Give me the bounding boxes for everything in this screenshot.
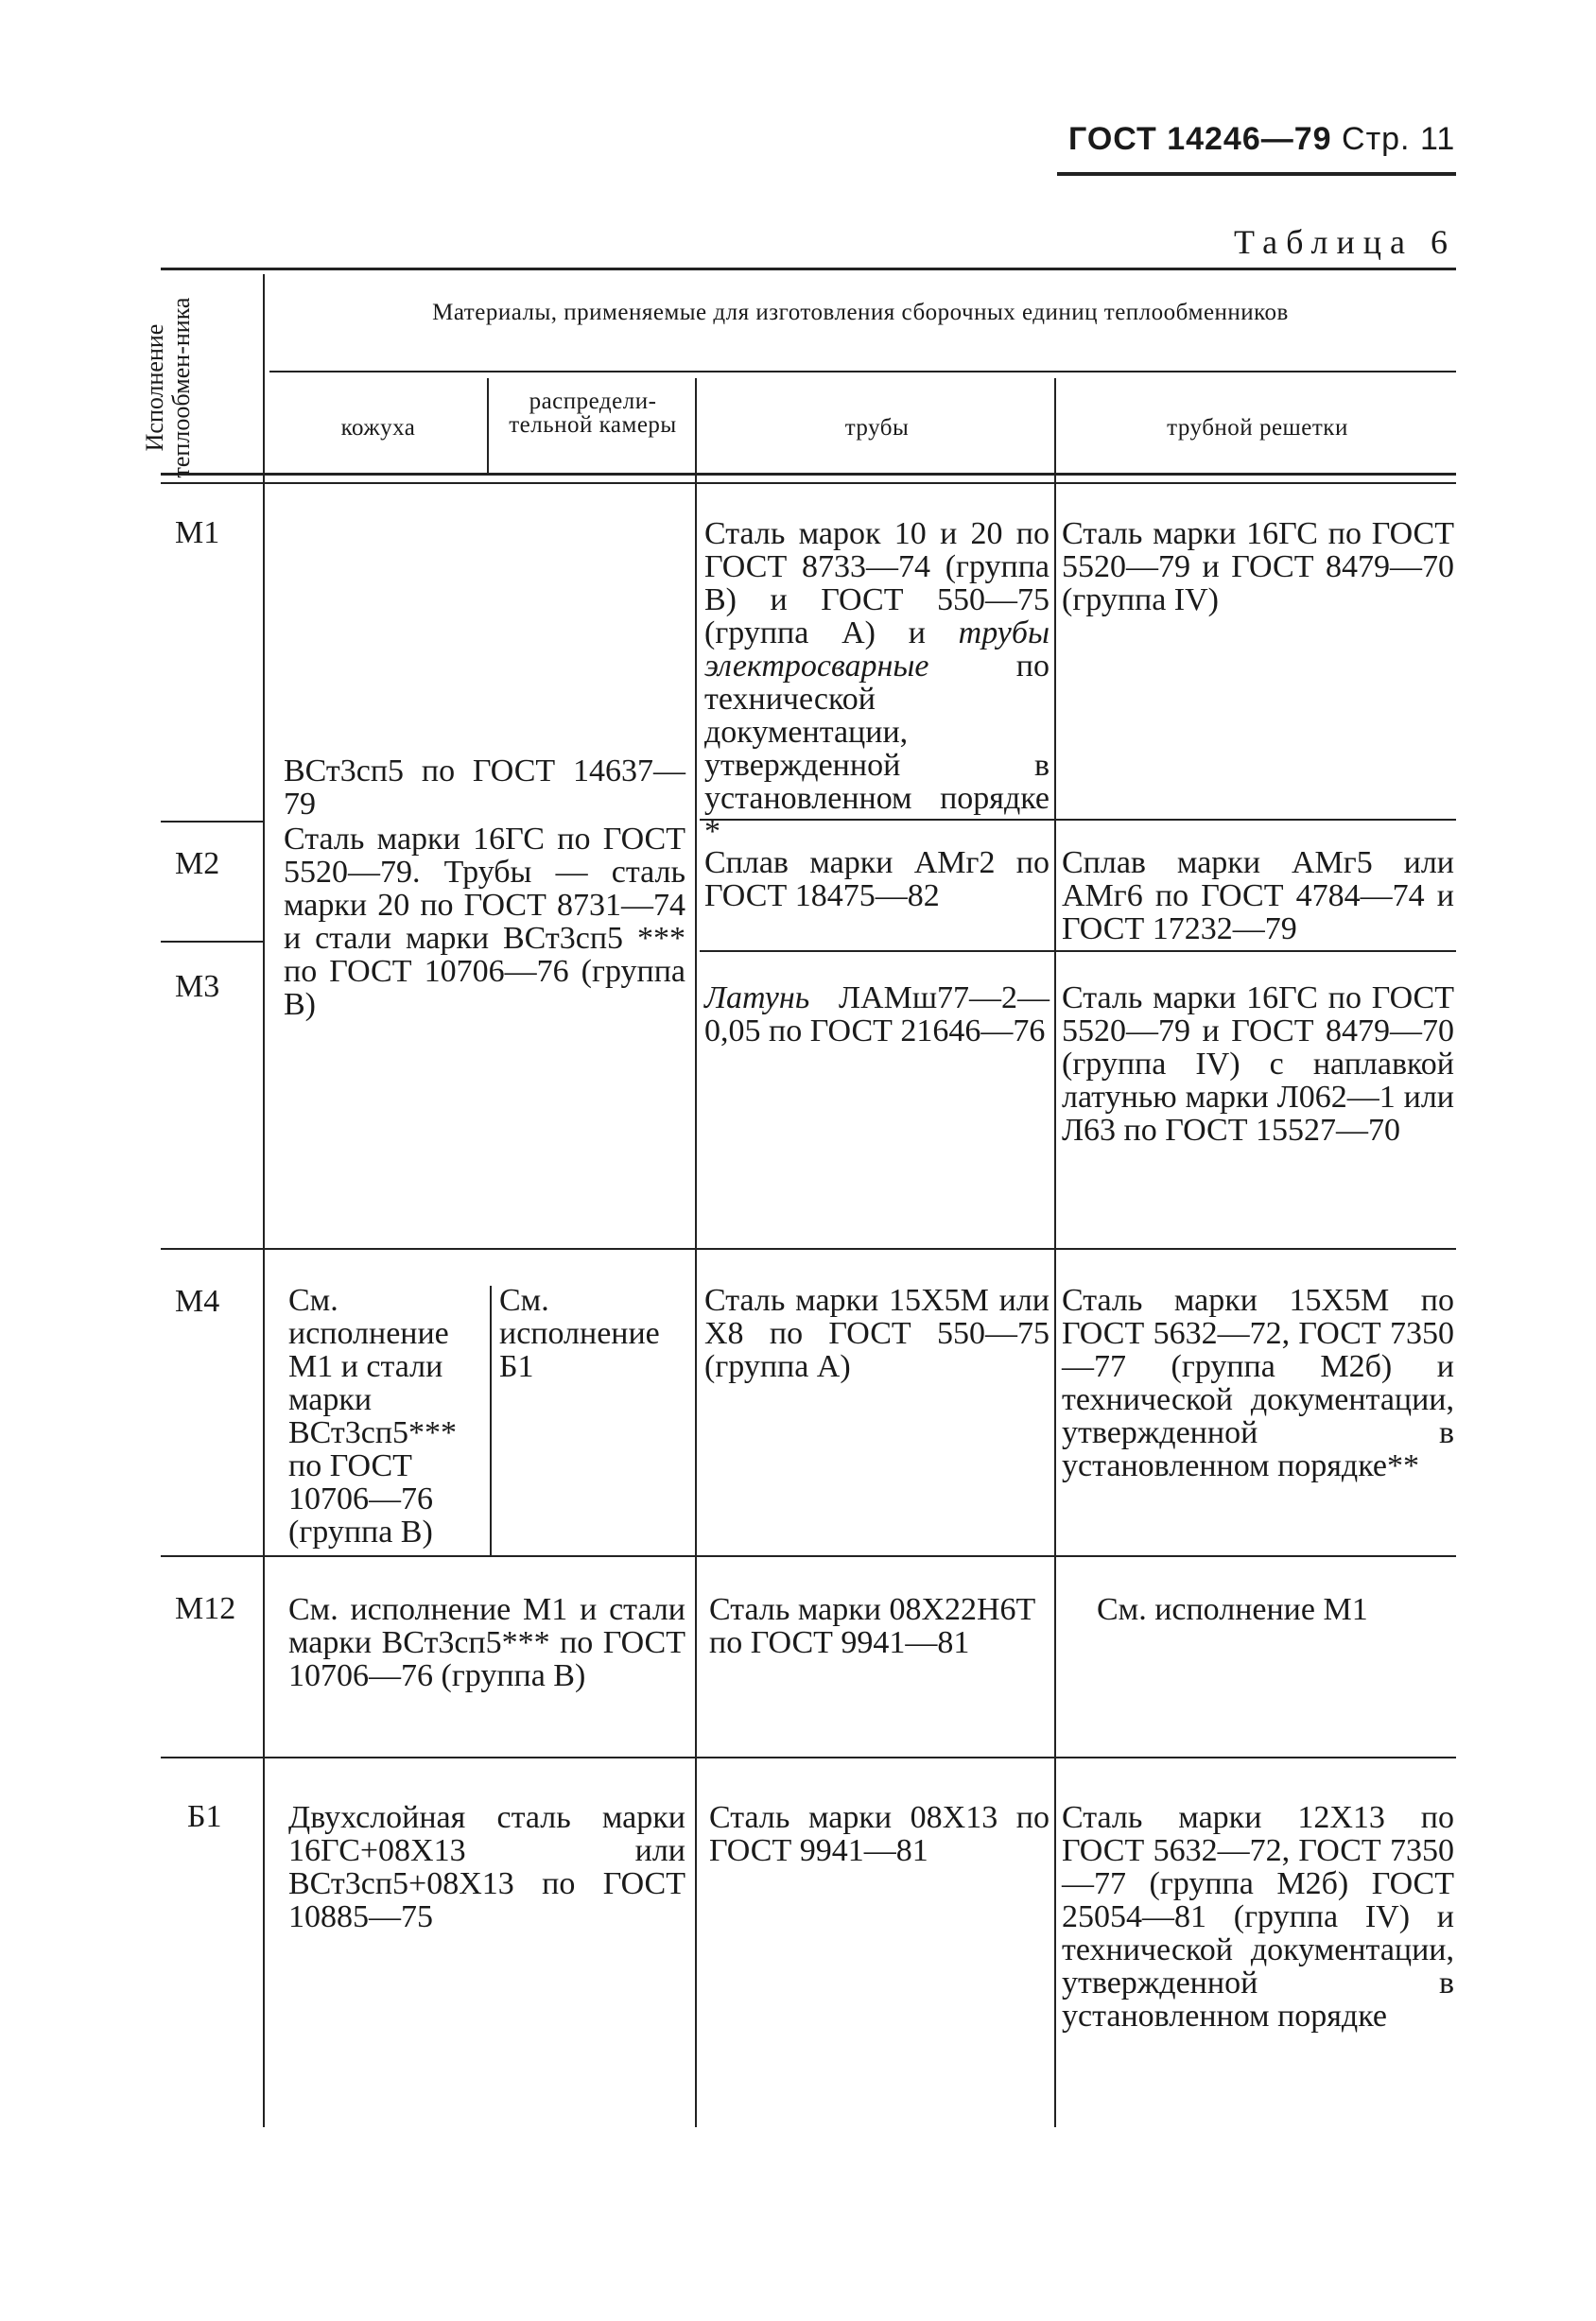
header-bottom-rule <box>161 473 1456 476</box>
m1-m3-shell-a: ВСт3сп5 по ГОСТ 14637—79 <box>284 753 685 822</box>
col-divider-1 <box>263 274 265 2127</box>
m4-shell: См. исполнение М1 и стали марки ВСт3сп5*** по ГОСТ 10706—76 (группа В) <box>288 1283 458 1550</box>
m1-tubes <box>704 517 1050 848</box>
table-caption: Таблица 6 <box>1234 223 1456 261</box>
row-sep-m2-code <box>161 941 265 943</box>
m4-tubes: Сталь марки 15Х5М или Х8 по ГОСТ 550—75 (группа А) <box>704 1283 1050 1384</box>
gost-number: ГОСТ 14246—79 <box>1068 121 1332 157</box>
row-sep-m1-code <box>161 821 265 823</box>
m3-tubes-part1: Латунь <box>704 980 810 1015</box>
col-divider-3 <box>695 378 697 2127</box>
col-divider-2-head <box>487 378 489 473</box>
col-divider-4 <box>1054 378 1056 2127</box>
m12-tubes: Сталь марки 08Х22Н6Т по ГОСТ 9941—81 <box>709 1592 1036 1660</box>
header-bottom-rule-2 <box>161 482 1456 484</box>
m1-tubes-part2: трубы электросварные <box>704 615 1050 684</box>
m12-tubesheet: См. исполнение М1 <box>1097 1592 1368 1627</box>
header-rule <box>1057 172 1456 176</box>
row-code-b1: Б1 <box>187 1799 222 1834</box>
m1-tubesheet: Сталь марки 16ГС по ГОСТ 5520—79 и ГОСТ 8479—70 (группа IV) <box>1062 516 1454 617</box>
m2-tubesheet: Сплав марки АМг5 или АМг6 по ГОСТ 4784—74 и ГОСТ 17232—79 <box>1062 845 1454 946</box>
row-code-m4: М4 <box>175 1284 220 1319</box>
row-code-m2: М2 <box>175 846 220 881</box>
b1-tubes: Сталь марки 08Х13 по ГОСТ 9941—81 <box>709 1800 1050 1868</box>
b1-tubesheet: Сталь марки 12Х13 по ГОСТ 5632—72, ГОСТ 7350—77 (группа М2б) ГОСТ 25054—81 (группа IV) и технической документации, утвержденной в установленном порядке <box>1062 1800 1454 2034</box>
table-top-rule <box>161 268 1456 270</box>
m3-tubes-part2: ЛАМш77—2—0,05 по ГОСТ 21646—76 <box>704 980 1050 1048</box>
row-code-m3: М3 <box>175 969 220 1004</box>
group-header-rule <box>269 371 1456 372</box>
page-header <box>1068 121 1455 158</box>
m1-m3-shell-b: Сталь марки 16ГС по ГОСТ 5520—79. Трубы — сталь марки 20 по ГОСТ 8731—74 и стали марки ВСт3сп5 *** по ГОСТ 10706—76 (группа В) <box>284 822 685 1022</box>
col-tubesheet-header: трубной решетки <box>1167 415 1348 441</box>
col-execution-header: Исполнение теплообмен-ника <box>141 297 195 478</box>
col-shell-header: кожуха <box>340 415 416 441</box>
m1-tubes-part3: по технической документации, утвержденной в установленном порядке * <box>704 649 1050 849</box>
page-number: Стр. 11 <box>1342 121 1456 157</box>
row-code-m12: М12 <box>175 1591 236 1626</box>
row-sep-m2 <box>700 950 1456 952</box>
col-divider-m4 <box>490 1286 492 1555</box>
m12-shell: См. исполнение М1 и стали марки ВСт3сп5*** по ГОСТ 10706—76 (группа В) <box>288 1592 685 1693</box>
m4-tubesheet: Сталь марки 15Х5М по ГОСТ 5632—72, ГОСТ 7350—77 (группа М2б) и технической документации, утвержденной в установленном порядке** <box>1062 1283 1454 1483</box>
col-chamber-header: распредели-тельной камеры <box>509 389 677 438</box>
m3-tubesheet: Сталь марки 16ГС по ГОСТ 5520—79 и ГОСТ 8479—70 (группа IV) с наплавкой латунью марки Л062—1 или Л63 по ГОСТ 15527—70 <box>1062 980 1454 1148</box>
m4-chamber: См. исполнение Б1 <box>499 1283 660 1384</box>
b1-shell: Двухслойная сталь марки 16ГС+08Х13 или ВСт3сп5+08Х13 по ГОСТ 10885—75 <box>288 1800 685 1934</box>
m1-tubes-part1: Сталь марок 10 и 20 по ГОСТ 8733—74 (группа В) и ГОСТ 550—75 (группа А) и <box>704 516 1050 650</box>
row-sep-m12 <box>161 1757 1456 1758</box>
row-sep-m4 <box>161 1555 1456 1557</box>
m2-tubes: Сплав марки АМг2 по ГОСТ 18475—82 <box>704 845 1050 913</box>
col-tubes-header: трубы <box>844 415 910 441</box>
m3-tubes <box>704 981 1050 1048</box>
row-sep-m3 <box>161 1248 1456 1250</box>
row-code-m1: М1 <box>175 515 220 550</box>
group-header: Материалы, применяемые для изготовления сборочных единиц теплообменников <box>432 300 1289 325</box>
